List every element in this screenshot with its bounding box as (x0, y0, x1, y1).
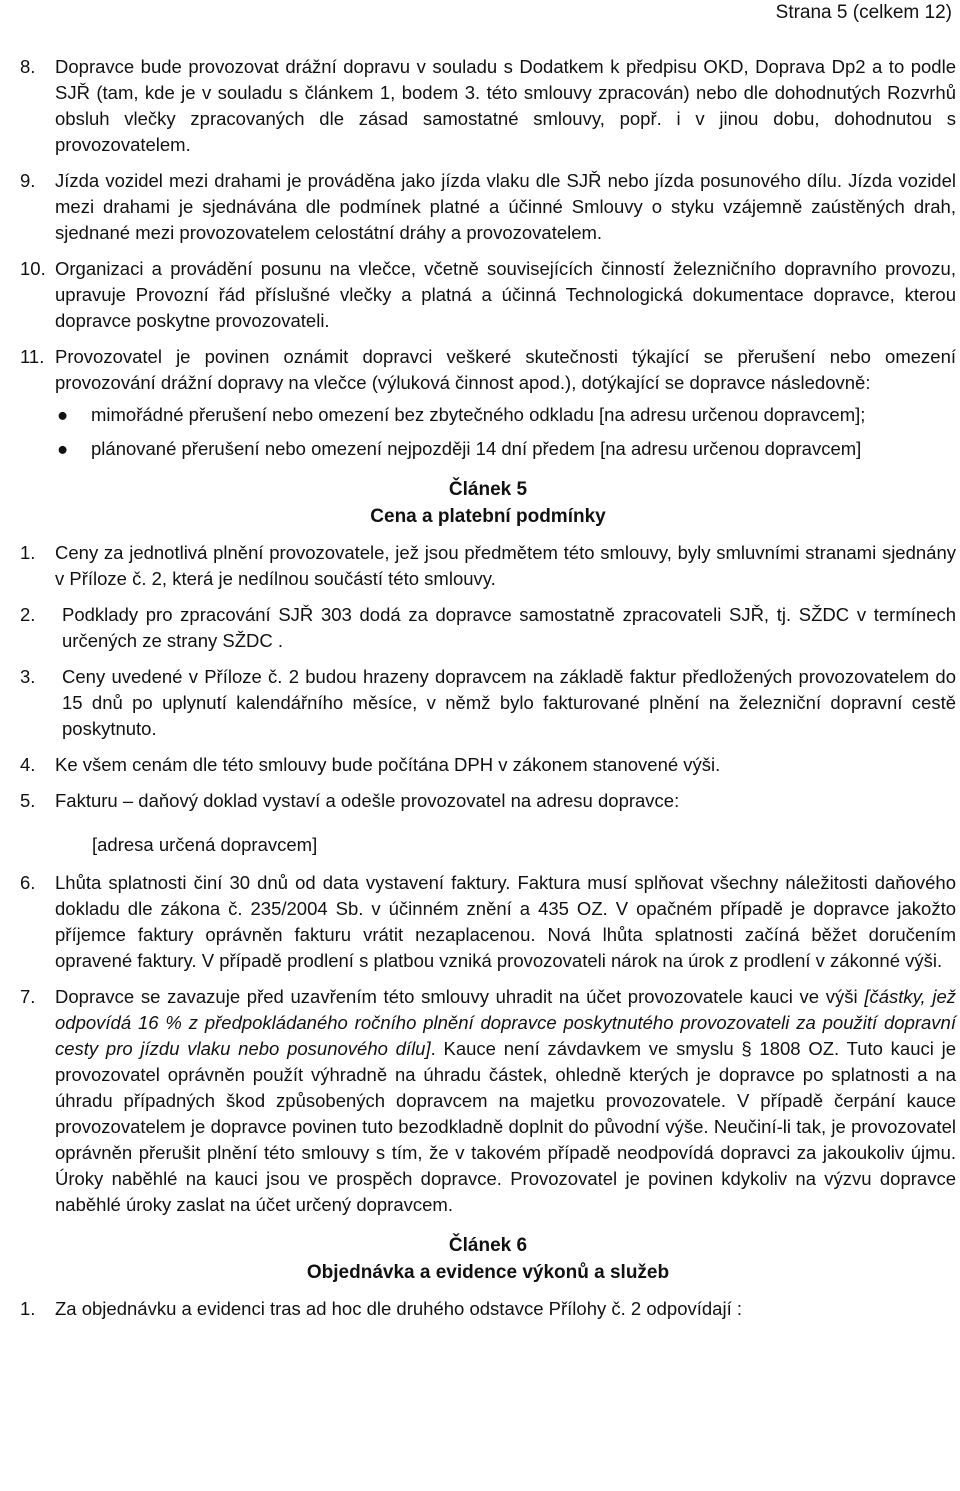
article5-paragraph-7 (20, 984, 956, 1218)
paragraph-text: Lhůta splatnosti činí 30 dnů od data vystavení faktury. Faktura musí splňovat všechny náležitosti daňového dokladu dle zákona č. 235/2004 Sb. v účinném znění a 435 OZ. V opačném případě je dopravce jakožto příjemce faktury oprávněn fakturu vrátit nezaplacenou. Nová lhůta splatnosti začíná běžet doručením opravené faktury. V případě prodlení s platbou vzniká provozovateli nárok na úrok z prodlení v zákonné výši. (55, 872, 956, 971)
bullet-icon: ● (57, 438, 69, 459)
article-title: Článek 5 (448, 479, 528, 500)
paragraph-text: Podklady pro zpracování SJŘ 303 dodá za dopravce samostatně zpracovateli SJŘ, tj. SŽDC v termínech určených ze strany SŽDC . (62, 604, 956, 651)
paragraph-text: Ceny uvedené v Příloze č. 2 budou hrazeny dopravcem na základě faktur předložených provozovatelem do 15 dnů po uplynutí kalendářního měsíce, v němž bylo fakturované plnění na železniční dopravní cestě poskytnuto. (62, 666, 956, 739)
paragraph-number: 6. (20, 872, 36, 893)
article5-paragraph-6 (20, 870, 956, 974)
paragraph-text-cont: . Kauce není závdavkem ve smyslu § 1808 OZ. Tuto kauci je provozovatel oprávněn použít výhradně na úhradu částek, ohledně kterých je dopravce po splatnosti a na úhradu případných škod způsobených dopravcem na majetku provozovatele. V případě čerpání kauce provozovatelem je dopravce povinen tuto bezodkladně doplnit do původní výše. Neučiní-li tak, je provozovatel oprávněn přerušit plnění této smlouvy s tím, že v takovém případě neodpovídá dopravci za jakoukoliv újmu. Úroky naběhlé na kauci jsou ve prospěch dopravce. Provozovatel je povinen kdykoliv na výzvu dopravce naběhlé úroky zaslat na účet určený dopravcem. (55, 1038, 956, 1215)
paragraph-number: 7. (20, 986, 36, 1007)
paragraph-text: Ke všem cenám dle této smlouvy bude počítána DPH v zákonem stanovené výši. (55, 754, 721, 775)
paragraph-text: Dopravce bude provozovat drážní dopravu v souladu s Dodatkem k předpisu OKD, Doprava Dp2 a to podle SJŘ (tam, kde je v souladu s článkem 1, bodem 3. této smlouvy zpracován) nebo dle dohodnutých Rozvrhů obsluh vlečky zpracovaných dle zásad samostatné smlouvy, popř. i v jinou dobu, dohodnutou s provozovatelem. (55, 56, 956, 155)
paragraph-text: Jízda vozidel mezi drahami je prováděna jako jízda vlaku dle SJŘ nebo jízda posunového dílu. Jízda vozidel mezi drahami je sjednávána dle podmínek platné a účinné Smlouvy o styku vzájemně zaústěných drah, sjednané mezi provozovatelem celostátní dráhy a provozovatelem. (55, 170, 956, 243)
billing-address-placeholder: [adresa určená dopravcem] (92, 834, 318, 855)
article5-paragraph-4 (20, 752, 956, 778)
article5-paragraph-3 (20, 664, 956, 742)
paragraph-number: 1. (20, 542, 36, 563)
paragraph-10 (20, 256, 956, 334)
article6-paragraph-1 (20, 1296, 956, 1322)
paragraph-number: 11. (20, 346, 45, 367)
paragraph-number: 8. (20, 56, 36, 77)
list-item-text: plánované přerušení nebo omezení nejpozději 14 dní předem [na adresu určenou dopravcem] (91, 438, 862, 459)
paragraph-number: 1. (20, 1298, 36, 1319)
page-number-label: Strana 5 (celkem 12) (775, 2, 952, 23)
list-item (55, 436, 956, 462)
article-title: Článek 6 (448, 1235, 528, 1256)
article-subtitle: Cena a platební podmínky (370, 506, 606, 527)
paragraph-text: Provozovatel je povinen oznámit dopravci veškeré skutečnosti týkající se přerušení nebo omezení provozování drážní dopravy na vlečce (výluková činnost apod.), dotýkající se dopravce následovně: (55, 346, 956, 393)
paragraph-11 (20, 344, 956, 462)
paragraph-text: Dopravce se zavazuje před uzavřením této smlouvy uhradit na účet provozovatele kauci ve výši (55, 986, 865, 1007)
article-6-heading (20, 1232, 956, 1286)
list-item-text: mimořádné přerušení nebo omezení bez zbytečného odkladu [na adresu určenou dopravcem]; (91, 404, 866, 425)
paragraph-number: 5. (20, 790, 36, 811)
article5-paragraph-1 (20, 540, 956, 592)
bullet-list (55, 402, 956, 462)
paragraph-text: Fakturu – daňový doklad vystaví a odešle provozovatel na adresu dopravce: (55, 790, 680, 811)
paragraph-number: 10. (20, 258, 46, 279)
paragraph-number: 4. (20, 754, 36, 775)
paragraph-8 (20, 54, 956, 158)
paragraph-number: 2. (20, 604, 36, 625)
bullet-icon: ● (57, 404, 69, 425)
paragraph-text: Organizaci a provádění posunu na vlečce, včetně souvisejících činností železničního dopravního provozu, upravuje Provozní řád příslušné vlečky a platná a účinná Technologická dokumentace dopravce, kterou dopravce poskytne provozovateli. (55, 258, 956, 331)
paragraph-9 (20, 168, 956, 246)
paragraph-number: 9. (20, 170, 36, 191)
article-subtitle: Objednávka a evidence výkonů a služeb (306, 1262, 670, 1283)
paragraph-text: Ceny za jednotlivá plnění provozovatele, jež jsou předmětem této smlouvy, byly smluvními stranami sjednány v Příloze č. 2, která je nedílnou součástí této smlouvy. (55, 542, 956, 589)
paragraph-text: Za objednávku a evidenci tras ad hoc dle druhého odstavce Přílohy č. 2 odpovídají : (55, 1298, 742, 1319)
article5-paragraph-5 (20, 788, 956, 814)
document-body (20, 54, 956, 1332)
article5-paragraph-2 (20, 602, 956, 654)
article-5-heading (20, 476, 956, 530)
paragraph-number: 3. (20, 666, 36, 687)
paragraph-text-italic: [částky, jež odpovídá 16 % z předpokládaného ročního plnění dopravce poskytnutého provozovateli za použití dopravní cesty pro jízdu vlaku nebo posunového dílu] (55, 986, 956, 1059)
list-item (55, 402, 956, 428)
